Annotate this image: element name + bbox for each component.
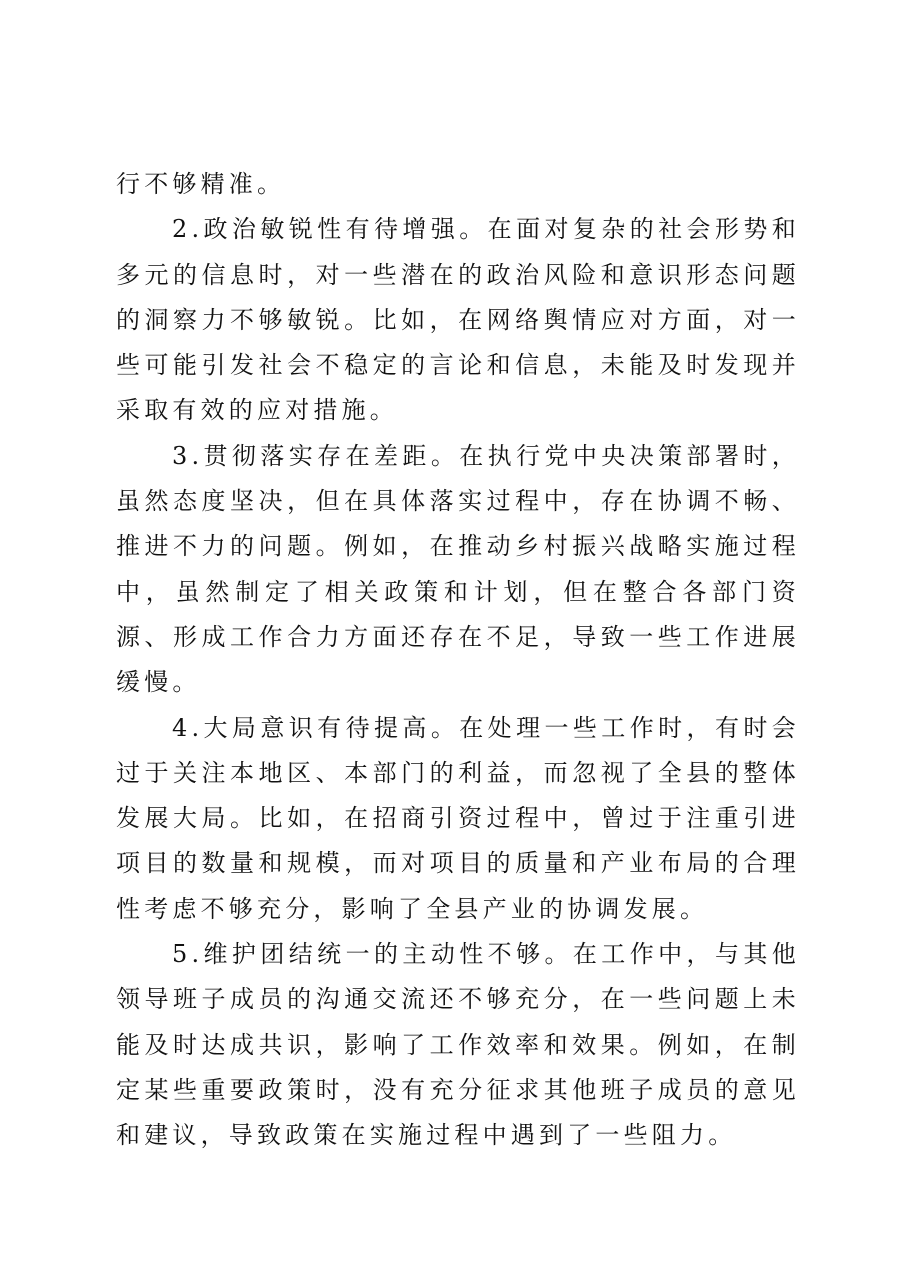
paragraph-item-3: 3.贯彻落实存在差距。在执行党中央决策部署时，虽然态度坚决，但在具体落实过程中，存在协调不畅、推进不力的问题。例如，在推动乡村振兴战略实施过程中，虽然制定了相关政策和计划，但在整合各部门资源、形成工作合力方面还存在不足，导致一些工作进展缓慢。 <box>116 441 800 697</box>
paragraph-item-2: 2.政治敏锐性有待增强。在面对复杂的社会形势和多元的信息时，对一些潜在的政治风险和意识形态问题的洞察力不够敏锐。比如，在网络舆情应对方面，对一些可能引发社会不稳定的言论和信息，未能及时发现并采取有效的应对措施。 <box>116 215 800 425</box>
paragraph-item-5: 5.维护团结统一的主动性不够。在工作中，与其他领导班子成员的沟通交流还不够充分，在一些问题上未能及时达成共识，影响了工作效率和效果。例如，在制定某些重要政策时，没有充分征求其他班子成员的意见和建议，导致政策在实施过程中遇到了一些阻力。 <box>116 940 800 1150</box>
paragraph-item-4: 4.大局意识有待提高。在处理一些工作时，有时会过于关注本地区、本部门的利益，而忽视了全县的整体发展大局。比如，在招商引资过程中，曾过于注重引进项目的数量和规模，而对项目的质量和产业布局的合理性考虑不够充分，影响了全县产业的协调发展。 <box>116 713 800 923</box>
document-body <box>116 162 800 1159</box>
paragraph-continuation: 行不够精准。 <box>116 170 286 198</box>
